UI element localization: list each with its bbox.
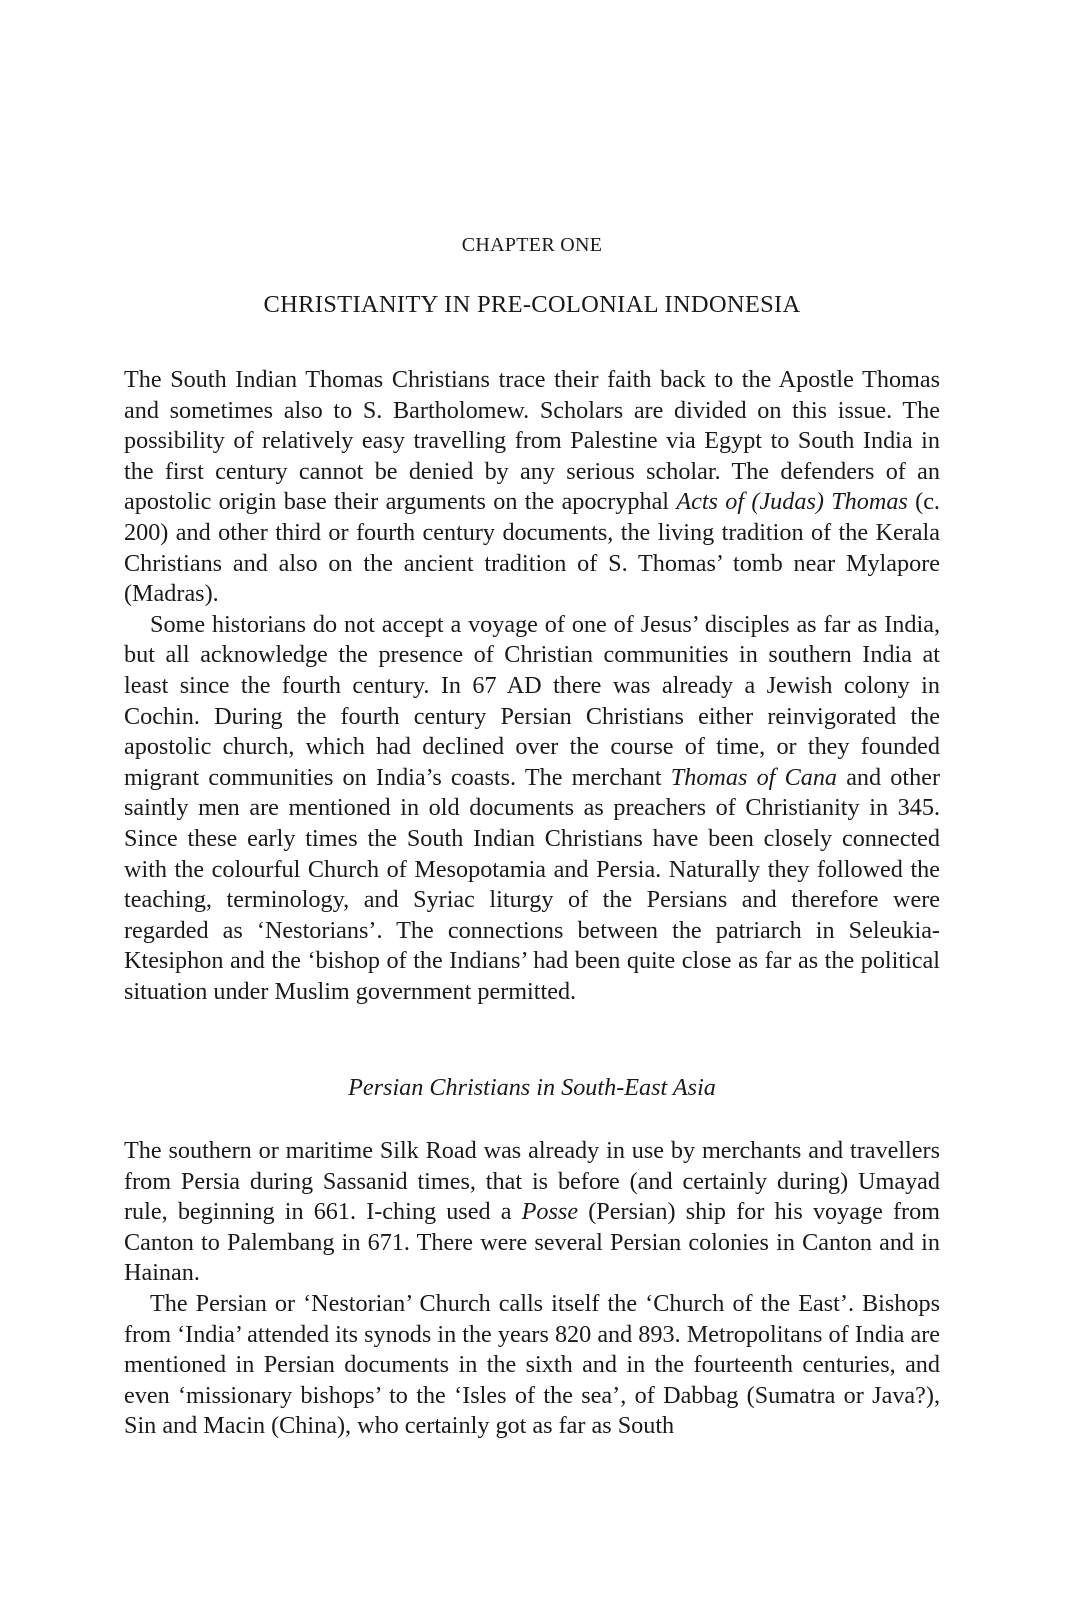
intro-paragraph-1: The South Indian Thomas Christians trace their faith back to the Apostle Thomas and sometimes also to S. Bartholomew. Scholars are divided on this issue. The possibility of relatively easy travelling from Palestine via Egypt to South India in the first century cannot be denied by any serious scholar. The defenders of an apostolic origin base their arguments on the apocryphal Acts of (Judas) Thomas (c. 200) and other third or fourth century documents, the living tradition of the Kerala Christians and also on the ancient tradition of S. Thomas’ tomb near Mylapore (Madras). [124,366,940,608]
intro-paragraph-2: Some historians do not accept a voyage of one of Jesus’ disciples as far as India, but all acknowledge the presence of Christian communities in southern India at least since the fourth century. In 67 AD there was already a Jewish colony in Cochin. During the fourth century Persian Christians either reinvigorated the apostolic church, which had declined over the course of time, or they founded migrant communities on India’s coasts. The merchant Thomas of Cana and other saintly men are mentioned in old documents as preachers of Christianity in 345. Since these early times the South Indian Christians have been closely connected with the colourful Church of Mesopotamia and Persia. Naturally they followed the teaching, terminology, and Syriac liturgy of the Persians and therefore were regarded as ‘Nestorians’. The connections between the patriarch in Seleukia-Ktesiphon and the ‘bishop of the Indians’ had been quite close as far as the political situation under Muslim government permitted. [124,610,941,1005]
chapter-label: CHAPTER ONE [461,234,603,256]
italic-title-acts-of-thomas: Acts of (Judas) Thomas [676,488,908,516]
italic-word-posse: Posse [521,1198,579,1226]
intro-text-block [124,365,940,1007]
section-text-block [124,1136,940,1442]
section-heading: Persian Christians in South-East Asia [348,1074,716,1101]
section-paragraph-2: The Persian or ‘Nestorian’ Church calls itself the ‘Church of the East’. Bishops from ‘India’ attended its synods in the years 820 and 893. Metropolitans of India are mentioned in Persian documents in the sixth and in the fourteenth centuries, and even ‘missionary bishops’ to the ‘Isles of the sea’, of Dabbag (Sumatra or Java?), Sin and Macin (China), who certainly got as far as South [124,1289,940,1440]
section-paragraph-1: The southern or maritime Silk Road was already in use by merchants and travellers from Persia during Sassanid times, that is before (and certainly during) Umayad rule, beginning in 661. I-ching used a Posse (Persian) ship for his voyage from Canton to Palembang in 671. There were several Persian colonies in Canton and in Hainan. [124,1137,940,1287]
italic-name-thomas-of-cana: Thomas of Cana [670,763,838,791]
chapter-title: CHRISTIANITY IN PRE-COLONIAL INDONESIA [263,291,801,318]
